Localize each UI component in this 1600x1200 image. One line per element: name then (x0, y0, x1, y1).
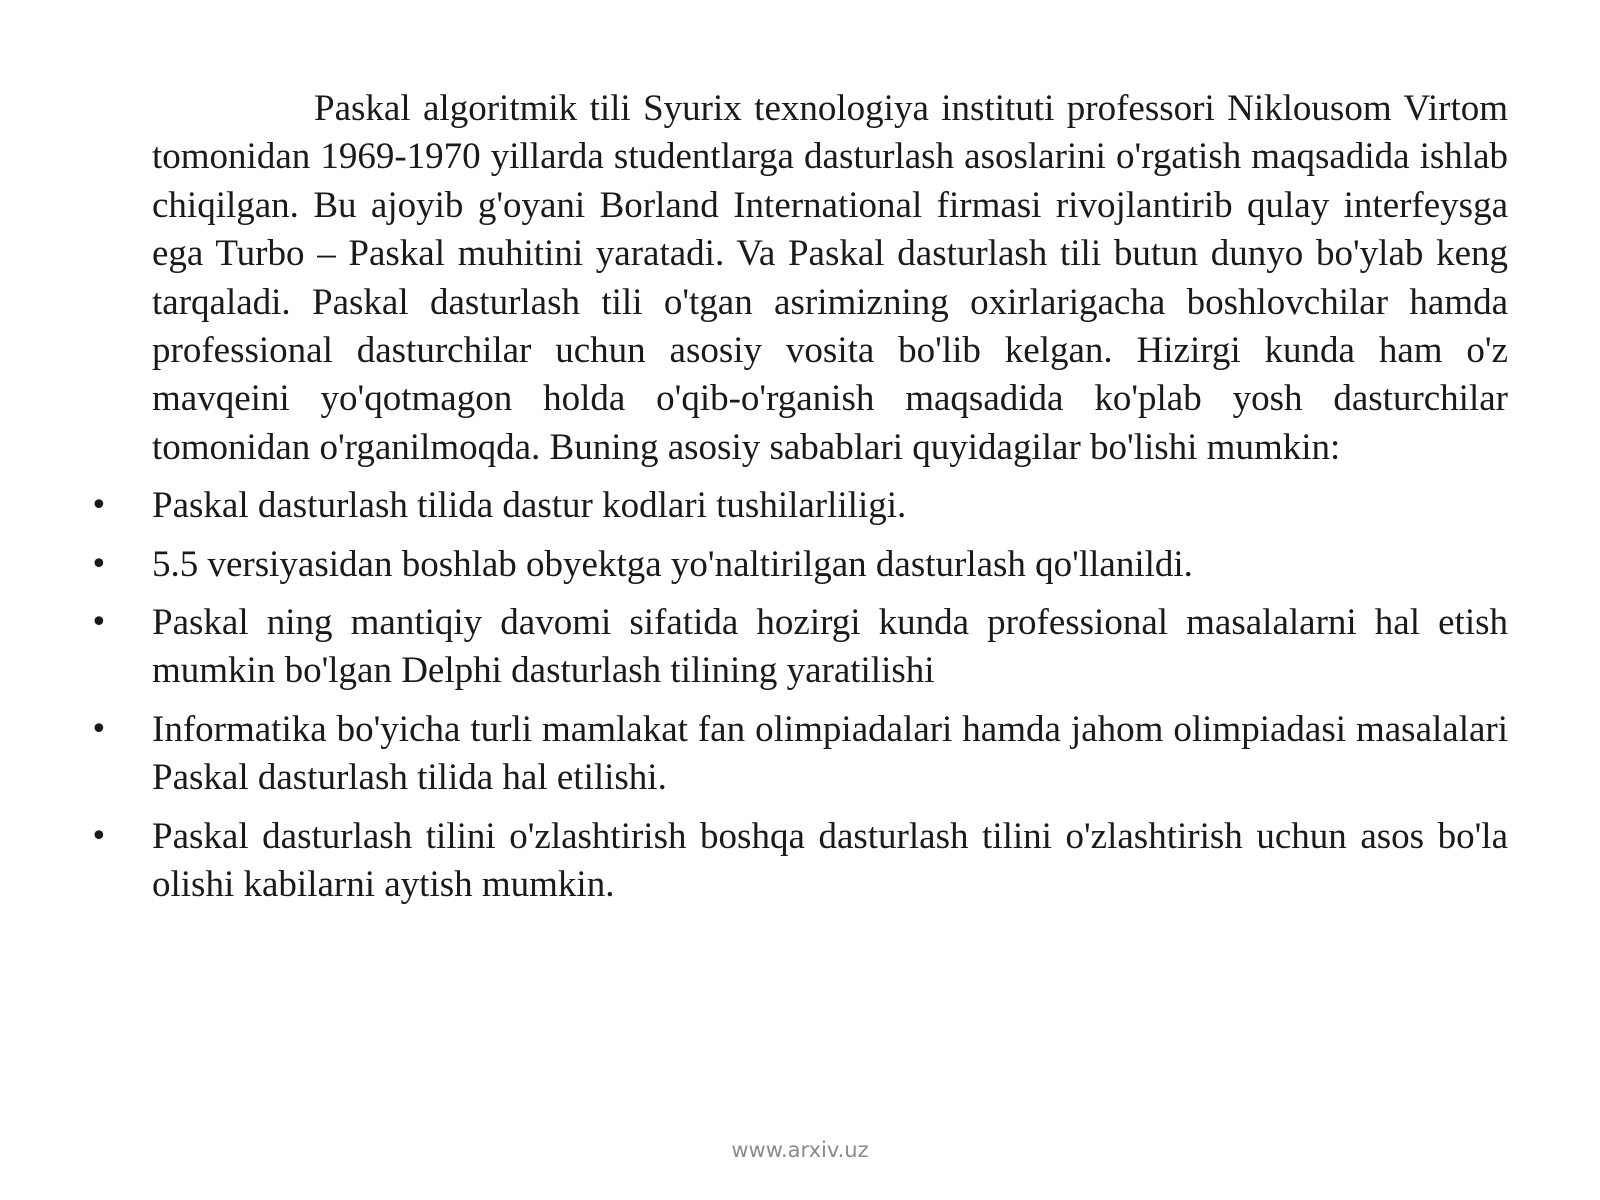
list-item-text: 5.5 versiyasidan boshlab obyektga yo'naltirilgan dasturlash qo'llanildi. (152, 543, 1193, 585)
list-item (90, 482, 1508, 530)
list-item-text: Paskal dasturlash tilida dastur kodlari tushilarliligi. (152, 485, 907, 527)
bullet-icon: • (90, 818, 108, 854)
intro-paragraph: Paskal algoritmik tili Syurix texnologiya instituti professori Niklousom Virtom tomonidan 1969-1970 yillarda studentlarga dasturlash asoslarini o'rgatish maqsadida ishlab chiqilgan. Bu ajoyib g'oyani Borland International firmasi rivojlantirib qulay interfeysga ega Turbo – Paskal muhitini yaratadi. Va Paskal dasturlash tili butun dunyo bo'ylab keng tarqaladi. Paskal dasturlash tili o'tgan asrimizning oxirlarigacha boshlovchilar hamda professional dasturchilar uchun asosiy vosita bo'lib kelgan. Hizirgi kunda ham o'z mavqeini yo'qotmagon holda o'qib-o'rganish maqsadida ko'plab yosh dasturchilar tomonidan o'rganilmoqda. Buning asosiy sabablari quyidagilar bo'lishi mumkin: (152, 88, 1508, 468)
list-item (90, 706, 1508, 803)
bullet-icon: • (90, 546, 108, 582)
slide-content (90, 85, 1508, 920)
list-item (90, 813, 1508, 910)
list-item (90, 541, 1508, 589)
bullet-list (90, 482, 1508, 909)
bullet-icon: • (90, 488, 108, 524)
footer-watermark: www.arxiv.uz (731, 1138, 869, 1162)
list-item-text: Paskal dasturlash tilini o'zlashtirish boshqa dasturlash tilini o'zlashtirish uchun asos bo'la olishi kabilarni aytish mumkin. (152, 815, 1508, 906)
list-item-text: Paskal ning mantiqiy davomi sifatida hozirgi kunda professional masalalarni hal etish mumkin bo'lgan Delphi dasturlash tilining yaratilishi (152, 602, 1508, 692)
list-item-text: Informatika bo'yicha turli mamlakat fan olimpiadalari hamda jahom olimpiadasi masalalari Paskal dasturlash tilida hal etilishi. (152, 708, 1508, 799)
list-item (90, 599, 1508, 696)
bullet-icon: • (90, 605, 108, 641)
bullet-icon: • (90, 711, 108, 747)
